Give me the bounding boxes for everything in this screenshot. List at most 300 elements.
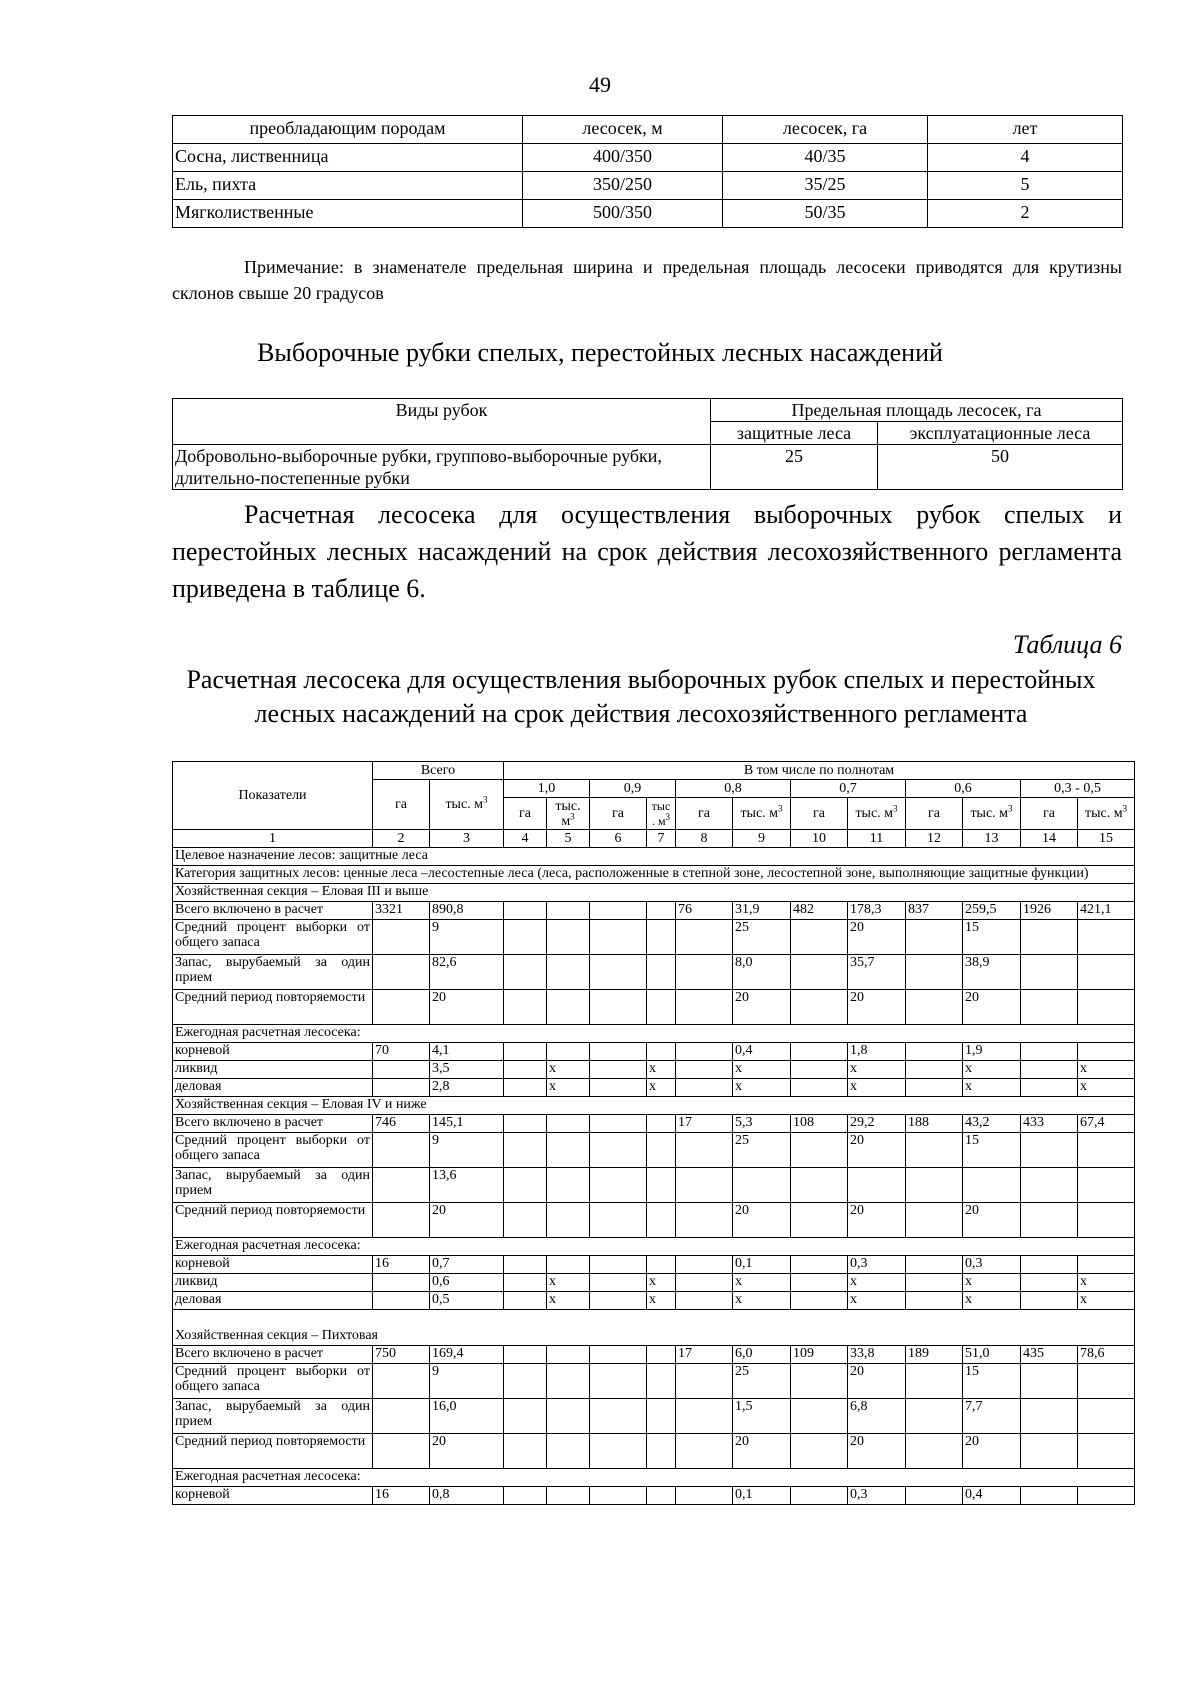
value-cell xyxy=(906,1274,963,1292)
value-cell xyxy=(1078,1256,1135,1274)
value-cell: 0,1 xyxy=(733,1256,791,1274)
value-cell: 33,8 xyxy=(848,1346,906,1364)
row-label: корневой xyxy=(173,1256,373,1274)
table-note xyxy=(172,254,1122,306)
value-cell xyxy=(791,1256,848,1274)
value-cell xyxy=(504,920,547,955)
row-label: корневой xyxy=(173,1043,373,1061)
value-cell xyxy=(547,1168,590,1203)
value-cell: 20 xyxy=(848,1364,906,1399)
value-cell xyxy=(647,990,676,1025)
value-cell xyxy=(1021,1274,1078,1292)
value-cell: 16 xyxy=(373,1487,430,1505)
column-number: 8 xyxy=(676,830,733,848)
value-cell xyxy=(676,1043,733,1061)
value-cell xyxy=(647,1133,676,1168)
value-cell xyxy=(590,1434,647,1469)
value-cell: 13,6 xyxy=(430,1168,504,1203)
value-cell: 17 xyxy=(676,1346,733,1364)
category-label-row xyxy=(173,866,1135,884)
value-cell: 9 xyxy=(430,1364,504,1399)
value-cell: 20 xyxy=(430,990,504,1025)
value-cell: x xyxy=(963,1079,1021,1097)
header-indicators: Показатели xyxy=(173,762,373,830)
value-cell xyxy=(547,1043,590,1061)
value-cell xyxy=(791,1364,848,1399)
value-cell: 178,3 xyxy=(848,902,906,920)
value-cell: 746 xyxy=(373,1115,430,1133)
section-title-row xyxy=(173,1310,1135,1346)
value-cell xyxy=(791,990,848,1025)
section-title: Хозяйственная секция – Еловая IV и ниже xyxy=(173,1097,1135,1115)
value-cell xyxy=(963,1168,1021,1203)
value-cell: 188 xyxy=(906,1115,963,1133)
value-cell xyxy=(504,1434,547,1469)
value-cell: 15 xyxy=(963,920,1021,955)
row-label: корневой xyxy=(173,1487,373,1505)
value-cell xyxy=(791,1399,848,1434)
value-cell: 20 xyxy=(848,920,906,955)
value-cell xyxy=(504,1203,547,1238)
value-cell xyxy=(504,1346,547,1364)
header-cell: Виды рубок xyxy=(173,399,711,445)
area-cell: 35/25 xyxy=(723,172,928,200)
body-paragraph xyxy=(172,496,1122,607)
width-cell: 400/350 xyxy=(523,144,723,172)
value-cell xyxy=(373,955,430,990)
table-row xyxy=(173,1274,1135,1292)
value-cell xyxy=(590,920,647,955)
value-cell: x xyxy=(733,1292,791,1310)
value-cell xyxy=(504,1133,547,1168)
value-cell xyxy=(1021,1061,1078,1079)
annual-cutting-label: Ежегодная расчетная лесосека: xyxy=(173,1469,1135,1487)
table-row xyxy=(173,1399,1135,1434)
value-cell xyxy=(906,955,963,990)
header-density: 1,0 xyxy=(504,780,590,798)
value-cell xyxy=(676,920,733,955)
value-cell xyxy=(906,1061,963,1079)
value-cell xyxy=(504,1115,547,1133)
value-cell xyxy=(547,1133,590,1168)
row-label: Всего включено в расчет xyxy=(173,1346,373,1364)
value-cell: x xyxy=(963,1061,1021,1079)
value-cell: x xyxy=(547,1079,590,1097)
value-cell xyxy=(504,990,547,1025)
value-cell xyxy=(1078,1043,1135,1061)
value-cell xyxy=(590,1364,647,1399)
value-cell: 169,4 xyxy=(430,1346,504,1364)
value-cell: 15 xyxy=(963,1133,1021,1168)
value-cell: 16,0 xyxy=(430,1399,504,1434)
value-cell xyxy=(590,902,647,920)
column-number: 3 xyxy=(430,830,504,848)
table-label: Таблица 6 xyxy=(1012,630,1122,659)
value-cell xyxy=(791,955,848,990)
value-cell xyxy=(848,1168,906,1203)
value-cell xyxy=(590,1203,647,1238)
value-cell: 35,7 xyxy=(848,955,906,990)
value-cell xyxy=(906,1079,963,1097)
annual-cutting-label: Ежегодная расчетная лесосека: xyxy=(173,1025,1135,1043)
table-row xyxy=(173,1203,1135,1238)
value-cell: x xyxy=(963,1274,1021,1292)
value-cell: 0,7 xyxy=(430,1256,504,1274)
value-cell xyxy=(676,1274,733,1292)
value-cell: x xyxy=(647,1292,676,1310)
row-label: Всего включено в расчет xyxy=(173,902,373,920)
table-row xyxy=(173,955,1135,990)
value-cell xyxy=(1078,1203,1135,1238)
header-ha: га xyxy=(906,798,963,830)
row-label: ликвид xyxy=(173,1274,373,1292)
value-cell: 20 xyxy=(963,1434,1021,1469)
value-cell: x xyxy=(547,1061,590,1079)
table-row xyxy=(173,1168,1135,1203)
value-cell xyxy=(547,1115,590,1133)
value-cell xyxy=(1021,1399,1078,1434)
value-cell: 20 xyxy=(963,990,1021,1025)
area-cell: 40/35 xyxy=(723,144,928,172)
table-row xyxy=(173,1292,1135,1310)
header-density: 0,3 - 0,5 xyxy=(1021,780,1135,798)
value-cell xyxy=(1021,1364,1078,1399)
header-ha: га xyxy=(373,780,430,830)
row-label: Запас, вырубаемый за один прием xyxy=(173,955,373,990)
value-cell xyxy=(504,1399,547,1434)
value-cell xyxy=(1021,1256,1078,1274)
value-cell: 5,3 xyxy=(733,1115,791,1133)
header-ha: га xyxy=(504,798,547,830)
column-number: 2 xyxy=(373,830,430,848)
value-cell xyxy=(373,1168,430,1203)
row-label: Средний период повторяемости xyxy=(173,990,373,1025)
value-cell xyxy=(791,1061,848,1079)
value-cell xyxy=(590,1168,647,1203)
header-cell: защитные леса xyxy=(711,422,878,445)
value-cell xyxy=(504,902,547,920)
value-cell xyxy=(1078,1434,1135,1469)
header-density: 0,8 xyxy=(676,780,791,798)
value-cell xyxy=(647,1346,676,1364)
row-label: Средний процент выборки от общего запаса xyxy=(173,1364,373,1399)
value-cell xyxy=(1078,1364,1135,1399)
row-label: Средний период повторяемости xyxy=(173,1203,373,1238)
table-row xyxy=(173,200,1123,228)
exploitation-area-cell: 50 xyxy=(878,445,1123,490)
value-cell xyxy=(1078,1133,1135,1168)
header-by-density: В том числе по полнотам xyxy=(504,762,1135,780)
value-cell: 9 xyxy=(430,920,504,955)
value-cell xyxy=(373,1061,430,1079)
value-cell: 20 xyxy=(430,1203,504,1238)
header-ha: га xyxy=(676,798,733,830)
value-cell xyxy=(373,1292,430,1310)
column-number: 1 xyxy=(173,830,373,848)
value-cell xyxy=(647,955,676,990)
value-cell xyxy=(676,1399,733,1434)
value-cell: 76 xyxy=(676,902,733,920)
header-cell: лет xyxy=(928,116,1123,144)
header-thous-m3: тыс. $м^3$ xyxy=(547,798,590,830)
value-cell xyxy=(1078,920,1135,955)
value-cell xyxy=(791,1203,848,1238)
value-cell: 8,0 xyxy=(733,955,791,990)
column-number: 12 xyxy=(906,830,963,848)
section-title-row xyxy=(173,1097,1135,1115)
section-title: Хозяйственная секция – Еловая III и выше xyxy=(173,884,1135,902)
cutting-type-cell: Добровольно-выборочные рубки, группово-выборочные рубки, длительно-постепенные рубки xyxy=(173,445,711,490)
value-cell: 16 xyxy=(373,1256,430,1274)
value-cell: 259,5 xyxy=(963,902,1021,920)
value-cell: 421,1 xyxy=(1078,902,1135,920)
value-cell: x xyxy=(963,1292,1021,1310)
value-cell xyxy=(590,1292,647,1310)
value-cell: x xyxy=(733,1079,791,1097)
table-row xyxy=(173,1256,1135,1274)
value-cell xyxy=(791,1434,848,1469)
value-cell xyxy=(676,1133,733,1168)
value-cell xyxy=(547,920,590,955)
header-cell: преобладающим породам xyxy=(173,116,523,144)
value-cell xyxy=(906,1487,963,1505)
value-cell: 17 xyxy=(676,1115,733,1133)
value-cell xyxy=(373,990,430,1025)
value-cell xyxy=(373,1399,430,1434)
table-row xyxy=(173,920,1135,955)
value-cell: x xyxy=(848,1292,906,1310)
table-row xyxy=(173,144,1123,172)
section-heading: Выборочные рубки спелых, перестойных лесных насаждений xyxy=(257,338,943,367)
value-cell xyxy=(647,1256,676,1274)
value-cell xyxy=(906,1399,963,1434)
years-cell: 2 xyxy=(928,200,1123,228)
value-cell: 67,4 xyxy=(1078,1115,1135,1133)
header-thous-m3: тыс. $м^3$ xyxy=(848,798,906,830)
header-cell: лесосек, га xyxy=(723,116,928,144)
value-cell: x xyxy=(733,1061,791,1079)
value-cell: 38,9 xyxy=(963,955,1021,990)
area-cell: 50/35 xyxy=(723,200,928,228)
value-cell: 20 xyxy=(963,1203,1021,1238)
value-cell xyxy=(1021,1203,1078,1238)
selective-cutting-table xyxy=(172,398,1123,490)
purpose-label-row xyxy=(173,848,1135,866)
years-cell: 4 xyxy=(928,144,1123,172)
header-cell: эксплуатационные леса xyxy=(878,422,1123,445)
value-cell xyxy=(373,1274,430,1292)
row-label: Запас, вырубаемый за один прием xyxy=(173,1399,373,1434)
column-number: 6 xyxy=(590,830,647,848)
value-cell: 435 xyxy=(1021,1346,1078,1364)
value-cell xyxy=(1078,1399,1135,1434)
value-cell xyxy=(906,990,963,1025)
value-cell: 0,4 xyxy=(733,1043,791,1061)
value-cell xyxy=(504,955,547,990)
value-cell: 9 xyxy=(430,1133,504,1168)
value-cell: x xyxy=(733,1274,791,1292)
value-cell: 43,2 xyxy=(963,1115,1021,1133)
value-cell: 70 xyxy=(373,1043,430,1061)
value-cell: x xyxy=(547,1274,590,1292)
value-cell: 3,5 xyxy=(430,1061,504,1079)
width-cell: 350/250 xyxy=(523,172,723,200)
width-cell: 500/350 xyxy=(523,200,723,228)
value-cell: 4,1 xyxy=(430,1043,504,1061)
value-cell: 31,9 xyxy=(733,902,791,920)
value-cell: 25 xyxy=(733,1364,791,1399)
page-number: 49 xyxy=(589,72,611,97)
header-total: Всего xyxy=(373,762,504,780)
table-row xyxy=(173,1364,1135,1399)
value-cell xyxy=(676,1487,733,1505)
main-table xyxy=(172,761,1135,1505)
table-row xyxy=(173,990,1135,1025)
row-label: Средний процент выборки от общего запаса xyxy=(173,920,373,955)
table-row xyxy=(173,1061,1135,1079)
table-title: Расчетная лесосека для осуществления выборочных рубок спелых и перестойных лесных насаждений на срок действия лесохозяйственного регламента xyxy=(186,665,1096,728)
value-cell: 837 xyxy=(906,902,963,920)
value-cell xyxy=(590,990,647,1025)
value-cell xyxy=(1021,1434,1078,1469)
value-cell xyxy=(906,1292,963,1310)
value-cell xyxy=(906,1043,963,1061)
column-numbers-row xyxy=(173,830,1135,848)
value-cell xyxy=(1078,1487,1135,1505)
value-cell: x xyxy=(1078,1061,1135,1079)
table-row xyxy=(173,172,1123,200)
table-row xyxy=(173,1487,1135,1505)
table-row xyxy=(173,1346,1135,1364)
value-cell: 25 xyxy=(733,1133,791,1168)
value-cell xyxy=(647,902,676,920)
value-cell: x xyxy=(1078,1079,1135,1097)
value-cell: x xyxy=(647,1061,676,1079)
years-cell: 5 xyxy=(928,172,1123,200)
header-density: 0,7 xyxy=(791,780,906,798)
value-cell xyxy=(1078,1168,1135,1203)
row-label: ликвид xyxy=(173,1061,373,1079)
column-number: 10 xyxy=(791,830,848,848)
paragraph-text: Расчетная лесосека для осуществления выборочных рубок спелых и перестойных лесных насаждений на срок действия лесохозяйственного регламента приведена в таблице 6. xyxy=(172,500,1122,603)
value-cell xyxy=(504,1364,547,1399)
value-cell xyxy=(590,1274,647,1292)
value-cell: 108 xyxy=(791,1115,848,1133)
value-cell xyxy=(676,1203,733,1238)
value-cell xyxy=(791,1168,848,1203)
species-cell: Ель, пихта xyxy=(173,172,523,200)
value-cell: 1,5 xyxy=(733,1399,791,1434)
value-cell xyxy=(791,1133,848,1168)
value-cell: 0,3 xyxy=(963,1256,1021,1274)
value-cell xyxy=(906,920,963,955)
value-cell: x xyxy=(848,1274,906,1292)
value-cell xyxy=(1021,1168,1078,1203)
note-text: Примечание: в знаменателе предельная ширина и предельная площадь лесосеки приводятся для крутизны склонов свыше 20 градусов xyxy=(172,257,1122,303)
species-cell: Мягколиственные xyxy=(173,200,523,228)
value-cell: 51,0 xyxy=(963,1346,1021,1364)
value-cell xyxy=(906,1364,963,1399)
header-cell: лесосек, м xyxy=(523,116,723,144)
row-label: деловая xyxy=(173,1079,373,1097)
value-cell xyxy=(906,1256,963,1274)
value-cell: 0,5 xyxy=(430,1292,504,1310)
annual-cutting-label-row xyxy=(173,1025,1135,1043)
value-cell xyxy=(590,1487,647,1505)
value-cell: 20 xyxy=(733,1434,791,1469)
column-number: 4 xyxy=(504,830,547,848)
header-cell: Предельная площадь лесосек, га xyxy=(711,399,1123,422)
value-cell: 0,4 xyxy=(963,1487,1021,1505)
purpose-label: Целевое назначение лесов: защитные леса xyxy=(173,848,1135,866)
header-thous-m3: тыс. $м^3$ xyxy=(1078,798,1135,830)
value-cell: 15 xyxy=(963,1364,1021,1399)
value-cell: 20 xyxy=(848,1133,906,1168)
table-row xyxy=(173,1115,1135,1133)
value-cell: 1926 xyxy=(1021,902,1078,920)
value-cell: 109 xyxy=(791,1346,848,1364)
value-cell xyxy=(373,1133,430,1168)
value-cell xyxy=(373,920,430,955)
value-cell: 0,6 xyxy=(430,1274,504,1292)
value-cell: x xyxy=(647,1079,676,1097)
value-cell xyxy=(547,1203,590,1238)
value-cell xyxy=(1021,1079,1078,1097)
value-cell xyxy=(504,1274,547,1292)
value-cell: 20 xyxy=(733,990,791,1025)
value-cell xyxy=(1078,990,1135,1025)
row-label: Запас, вырубаемый за один прием xyxy=(173,1168,373,1203)
value-cell xyxy=(547,902,590,920)
value-cell xyxy=(906,1434,963,1469)
value-cell xyxy=(676,1364,733,1399)
value-cell: x xyxy=(547,1292,590,1310)
value-cell: 189 xyxy=(906,1346,963,1364)
value-cell: 0,8 xyxy=(430,1487,504,1505)
value-cell xyxy=(547,1399,590,1434)
value-cell: 0,1 xyxy=(733,1487,791,1505)
table-row xyxy=(173,902,1135,920)
value-cell xyxy=(590,1115,647,1133)
table-row xyxy=(173,1133,1135,1168)
value-cell xyxy=(590,1346,647,1364)
column-number: 14 xyxy=(1021,830,1078,848)
value-cell: x xyxy=(1078,1292,1135,1310)
column-number: 7 xyxy=(647,830,676,848)
value-cell xyxy=(590,1133,647,1168)
value-cell xyxy=(1078,955,1135,990)
value-cell xyxy=(590,1399,647,1434)
value-cell: 433 xyxy=(1021,1115,1078,1133)
value-cell: 6,8 xyxy=(848,1399,906,1434)
value-cell xyxy=(676,1061,733,1079)
value-cell xyxy=(676,1168,733,1203)
cutting-area-table xyxy=(172,115,1123,228)
value-cell xyxy=(647,1168,676,1203)
table-row xyxy=(173,1434,1135,1469)
value-cell: 3321 xyxy=(373,902,430,920)
value-cell xyxy=(1021,1487,1078,1505)
value-cell: x xyxy=(647,1274,676,1292)
value-cell xyxy=(676,1256,733,1274)
value-cell xyxy=(504,1256,547,1274)
value-cell xyxy=(373,1434,430,1469)
header-thous-m3: тыс . $м^3$ xyxy=(647,798,676,830)
value-cell: 20 xyxy=(430,1434,504,1469)
category-label: Категория защитных лесов: ценные леса –лесостепные леса (леса, расположенные в степной зоне, лесостепной зоне, выполняющие защитные функции) xyxy=(173,866,1135,884)
column-number: 9 xyxy=(733,830,791,848)
table-row xyxy=(173,445,1123,490)
